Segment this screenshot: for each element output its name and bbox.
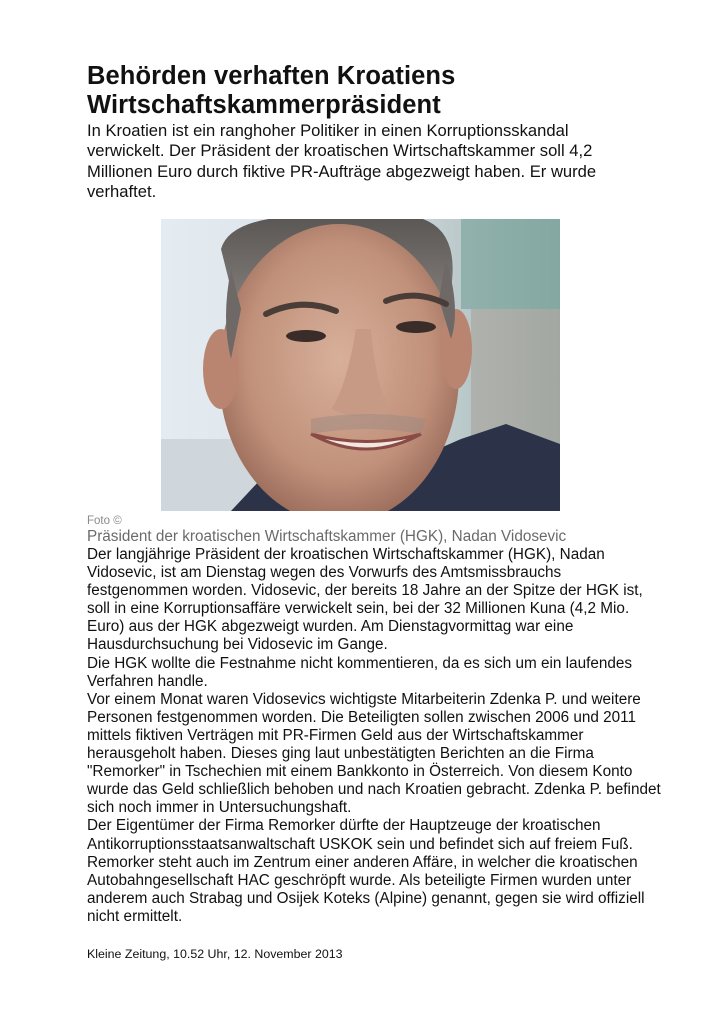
photo-credit: Foto © (87, 515, 122, 527)
source-line: Kleine Zeitung, 10.52 Uhr, 12. November 2013 (87, 946, 343, 961)
body-paragraph: Die HGK wollte die Festnahme nicht kommentieren, da es sich um ein laufendes Verfahren handle. (87, 654, 633, 690)
photo-caption: Präsident der kroatischen Wirtschaftskammer (HGK), Nadan Vidosevic (87, 528, 567, 545)
article (87, 62, 667, 961)
portrait-image (161, 219, 560, 511)
body-paragraph: Der Eigentümer der Firma Remorker dürfte der Hauptzeuge der kroatischen Antikorruptionsstaatsanwaltschaft USKOK sein und befindet sich auf freiem Fuß. Remorker steht auch im Zentrum einer anderen Affäre, in welcher die kroatischen Autobahngesellschaft HAC geschröpft wurde. Als beteiligte Firmen wurden unter anderem auch Strabag und Osijek Koteks (Alpine) genannt, gegen sie wird offiziell nicht ermittelt. (87, 817, 645, 925)
lead-paragraph: In Kroatien ist ein ranghoher Politiker in einen Korruptionsskandal verwickelt. Der Präsident der kroatischen Wirtschaftskammer soll 4,2 Millionen Euro durch fiktive PR-Aufträge abgezweigt haben. Er wurde verhaftet. (87, 121, 597, 201)
body-paragraph: Vor einem Monat waren Vidosevics wichtigste Mitarbeiterin Zdenka P. und weitere Personen festgenommen worden. Die Beteiligten sollen zwischen 2006 und 2011 mittels fiktiven Verträgen mit PR-Firmen Geld aus der Wirtschaftskammer herausgeholt haben. Dieses ging laut unbestätigten Berichten an die Firma "Remorker" in Tschechien mit einem Bankkonto in Österreich. Von diesem Konto wurde das Geld schließlich behoben und nach Kroatien gebracht. Zdenka P. befindet sich noch immer in Untersuchungshaft. (87, 690, 661, 817)
article-photo (161, 219, 560, 511)
body-paragraph: Der langjährige Präsident der kroatischen Wirtschaftskammer (HGK), Nadan Vidosevic, ist am Dienstag wegen des Vorwurfs des Amtsmissbrauchs festgenommen worden. Vidosevic, der bereits 18 Jahre an der Spitze der HGK ist, soll in eine Korruptionsaffäre verwickelt sein, bei der 32 Millionen Kuna (4,2 Mio. Euro) aus der HGK abgezweigt wurden. Am Dienstagvormittag war eine Hausdurchsuchung bei Vidosevic im Gange. (87, 546, 643, 654)
caption-block (87, 514, 667, 974)
article-body (87, 546, 662, 926)
headline: Behörden verhaften Kroatiens Wirtschaftskammerpräsident (87, 62, 456, 119)
